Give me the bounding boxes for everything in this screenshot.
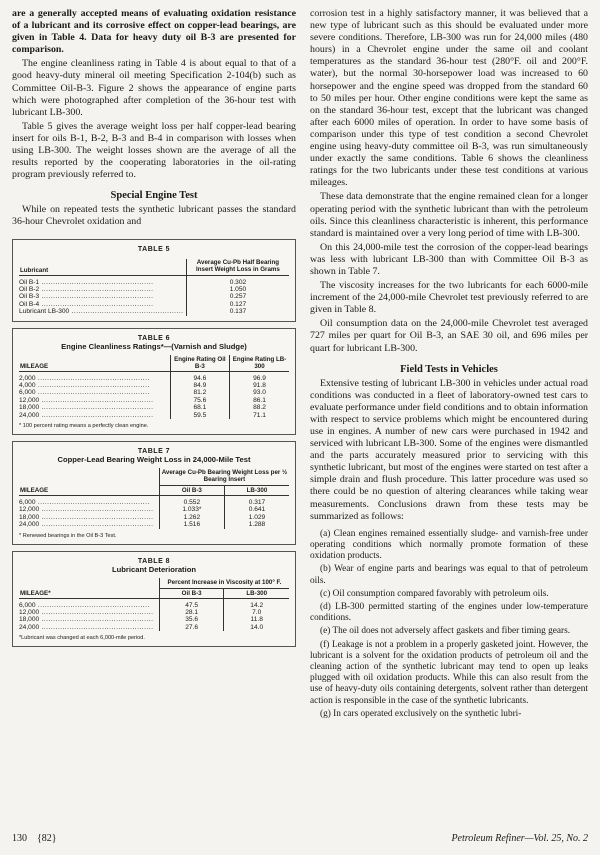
table-subtitle: Copper-Lead Bearing Weight Loss in 24,000-Mile Test [57, 454, 251, 464]
cell-value: 94.6 [170, 371, 229, 382]
cell-value: 1.262 [159, 514, 224, 521]
table-row [19, 371, 289, 382]
cell-value: 86.1 [230, 397, 289, 404]
page-number: 130 {82} [12, 833, 57, 844]
cell-value: 1.288 [224, 521, 289, 528]
cell-label: 24,000 [19, 411, 40, 419]
column-header: Engine Rating Oil B-3 [170, 355, 229, 372]
table-row [19, 616, 289, 623]
table-6-grid [19, 355, 289, 419]
cell-value: 0.137 [186, 308, 289, 315]
table-row [19, 412, 289, 419]
table-title: TABLE 5 [137, 245, 171, 253]
list-item: (d) LB-300 permitted starting of the engines under low-temperature conditions. [310, 601, 588, 624]
table-subtitle: Engine Cleanliness Ratings*—(Varnish and Sludge) [61, 341, 247, 351]
table-row [19, 301, 289, 308]
cell-value: 7.0 [224, 609, 289, 616]
table-row [19, 495, 289, 506]
list-item: (e) The oil does not adversely affect gaskets and fiber timing gears. [320, 626, 571, 637]
table-row [19, 293, 289, 300]
cell-value: 1.516 [159, 521, 224, 528]
table-footnote: * Renewed bearings in the Oil B-3 Test. [19, 532, 117, 539]
cell-label: Oil B-1 [19, 278, 40, 286]
table-row [19, 308, 289, 315]
cell-label: 12,000 [19, 506, 40, 514]
cell-value: 35.6 [159, 616, 224, 623]
column-header: Oil B-3 [159, 588, 224, 598]
section-heading: Field Tests in Vehicles [400, 363, 498, 375]
table-title: TABLE 6 [137, 334, 171, 342]
table-row [19, 514, 289, 521]
cell-value: 0.127 [186, 301, 289, 308]
paragraph: These data demonstrate that the engine remained clean for a longer operating period with the synthetic lubricant than with the petroleum oils. Since this cleanliness characteristic is inherent, this performance standard is maintained over a very long period of time with LB-300. [310, 191, 588, 239]
table-row [19, 521, 289, 528]
paragraph: The engine cleanliness rating in Table 4 is about equal to that of a good heavy-duty mineral oil meeting Specification 2-104(b) such as Committee Oil-B-3. Figure 2 shows the appearance of engine parts which were photographed after completion of the 36-hour test with lubricant LB-300. [12, 58, 296, 118]
cell-label: 18,000 [19, 404, 40, 412]
cell-label: 18,000 [19, 616, 40, 624]
list-item: (f) Leakage is not a problem in a properly gasketed joint. However, the lubricant is a solvent for the oxidation products of petroleum oil and the cleaning action of the synthetic lubricant may tend to open up leaks plugged with oil oxidation products. While this can also result from the use of heavy-duty oils containing detergents, solvent rather than detergent action is responsible in the case of the synthetic lubricants. [310, 639, 588, 706]
table-title: TABLE 8 [137, 557, 171, 565]
column-header: LB-300 [224, 588, 289, 598]
cell-value: 91.8 [230, 382, 289, 389]
cell-value: 1.033* [159, 506, 224, 513]
table-row [19, 389, 289, 396]
cell-value: 71.1 [230, 412, 289, 419]
column-header: Lubricant [20, 266, 49, 274]
list-item: (b) Wear of engine parts and bearings was equal to that of petroleum oils. [310, 564, 588, 586]
cell-label: 12,000 [19, 609, 40, 616]
cell-value: 1.029 [224, 514, 289, 521]
paragraph: Oil consumption data on the 24,000-mile Chevrolet test averaged 727 miles per quart for Oil B-3, an SAE 30 oil, and 696 miles per quart for lubricant LB-300. [310, 318, 588, 354]
cell-value: 84.9 [170, 382, 229, 389]
cell-value: 88.2 [230, 404, 289, 411]
table-row [19, 624, 289, 631]
cell-value: 75.6 [170, 397, 229, 404]
cell-value: 93.0 [230, 389, 289, 396]
cell-label: 6,000 [19, 389, 36, 397]
table-8 [12, 551, 296, 648]
cell-label: 4,000 [19, 381, 36, 389]
table-5 [12, 239, 296, 322]
list-item: (a) Clean engines remained essentially sludge- and varnish-free under operating conditions which normally promote formation of these oxidation products. [310, 528, 588, 562]
table-6 [12, 328, 296, 435]
column-header: MILEAGE [20, 362, 49, 370]
cell-value: 59.5 [170, 412, 229, 419]
column-header: MILEAGE [19, 468, 159, 496]
paragraph: The viscosity increases for the two lubricants for each 6000-mile increment of the 24,000-mile Chevrolet test previously referred to are given in Table 8. [310, 280, 588, 316]
column-header: Average Cu-Pb Half Bearing Insert Weight Loss in Grams [186, 259, 289, 276]
cell-value: 0.641 [224, 506, 289, 513]
cell-value: 47.5 [159, 598, 224, 609]
cell-value: 96.9 [230, 371, 289, 382]
cell-value: 0.302 [186, 275, 289, 286]
table-row [19, 286, 289, 293]
table-row [19, 404, 289, 411]
cell-label: 6,000 [19, 601, 36, 609]
cell-value: 27.6 [159, 624, 224, 631]
table-title: TABLE 7 [137, 447, 171, 455]
column-header: LB-300 [224, 485, 289, 495]
column-group-header: Percent Increase in Viscosity at 100° F. [159, 578, 289, 589]
table-row [19, 382, 289, 389]
table-footnote: * 100 percent rating means a perfectly clean engine. [19, 422, 149, 429]
cell-value: 28.1 [159, 609, 224, 616]
table-subtitle: Lubricant Deterioration [112, 564, 196, 574]
journal-page [12, 8, 588, 848]
section-heading: Special Engine Test [110, 190, 198, 202]
column-header: Engine Rating LB-300 [230, 355, 289, 372]
journal-citation: Petroleum Refiner—Vol. 25, No. 2 [451, 833, 588, 844]
cell-value: 14.0 [224, 624, 289, 631]
table-row [19, 598, 289, 609]
cell-value: 0.317 [224, 495, 289, 506]
paragraph: are a generally accepted means of evaluating oxidation resistance of a lubricant and its corrosive effect on copper-lead bearings, are given in Table 4. Data for heavy duty oil B-3 are presented for comparison. [12, 8, 296, 56]
column-group-header: Average Cu-Pb Bearing Weight Loss per ½ Bearing Insert [159, 468, 289, 486]
table-footnote: *Lubricant was changed at each 6,000-mile period. [19, 635, 145, 642]
cell-label: 24,000 [19, 521, 40, 529]
cell-value: 81.2 [170, 389, 229, 396]
table-row [19, 609, 289, 616]
paragraph: On this 24,000-mile test the corrosion of the copper-lead bearings was less with lubricant LB-300 than with Committee Oil B-3 as shown in Table 7. [310, 241, 588, 277]
table-7-grid [19, 468, 289, 529]
list-item: (c) Oil consumption compared favorably with petroleum oils. [320, 588, 549, 599]
cell-label: 18,000 [19, 513, 40, 521]
paragraph: While on repeated tests the synthetic lubricant passes the standard 36-hour Chevrolet oxidation and [12, 204, 296, 228]
cell-label: 12,000 [19, 396, 40, 404]
cell-label: Oil B-2 [19, 285, 40, 293]
list-item: (g) In cars operated exclusively on the synthetic lubri- [320, 708, 522, 719]
cell-label: 6,000 [19, 498, 36, 506]
table-row [19, 397, 289, 404]
table-8-grid [19, 578, 289, 632]
table-row [19, 506, 289, 513]
table-7 [12, 441, 296, 545]
cell-value: 1.050 [186, 286, 289, 293]
right-column [310, 8, 588, 722]
cell-label: Oil B-4 [19, 300, 40, 308]
cell-label: 24,000 [19, 623, 40, 631]
column-header: Oil B-3 [159, 485, 224, 495]
paragraph: Table 5 gives the average weight loss per half copper-lead bearing insert for oils B-1, B-2, B-3 and B-4 in comparison with losses when using LB-300. The weight losses shown are the average of all the results reported by the cooperating laboratories in the oil-rating program previously referred to. [12, 120, 296, 181]
cell-label: Lubricant LB-300 [19, 308, 70, 316]
cell-label: 2,000 [19, 374, 36, 382]
table-row [19, 275, 289, 286]
paragraph: corrosion test in a highly satisfactory manner, it was believed that a new type of lubricant such as this should be evaluated under more severe conditions. Therefore, LB-300 was run for 24,000 miles (480 hours) in a Chevrolet engine under the same oil and coolant temperatures as the standard 36-hour test (280°F. oil and 200°F. water), but the normal 30-horsepower load was increased to 60 horsepower and the engine speed was dropped from the standard 60 to 50 miles per hour. Other engine conditions were kept the same as on the standard 36-hour test, except that the lubricant was changed after each 6000 miles of operation. In order to have some basis of comparison under this type of test condition a second Chevrolet engine using heavy-duty committee oil B-3, was run simultaneously under exactly the same conditions. Table 6 shows the cleanliness ratings for the two lubricants under these test conditions at various mileages. [310, 8, 588, 189]
paragraph: Extensive testing of lubricant LB-300 in vehicles under actual road conditions was conducted in a fleet of laboratory-owned test cars to evaluate performance under field conditions and to obtain information with respect to service problems which might be encountered during use in engines. A number of new cars were purchased in 1942 and serviced with lubricant LB-300. Some of the engines were dismantled and the parts accurately measured prior to servicing with this synthetic lubricant, but most of the engines were started on test after a simple drain and flush procedure. This latter procedure was used so there could be no question of altering clearances while taking wear measurements. Conclusions drawn from these tests may be summarized as follows: [310, 377, 588, 522]
column-header: MILEAGE* [19, 578, 159, 599]
cell-value: 0.257 [186, 293, 289, 300]
cell-value: 14.2 [224, 598, 289, 609]
cell-value: 11.8 [224, 616, 289, 623]
left-column [12, 8, 296, 647]
cell-value: 68.1 [170, 404, 229, 411]
table-5-grid [19, 259, 289, 316]
cell-label: Oil B-3 [19, 293, 40, 301]
conclusions-list [310, 529, 588, 720]
cell-value: 0.552 [159, 495, 224, 506]
